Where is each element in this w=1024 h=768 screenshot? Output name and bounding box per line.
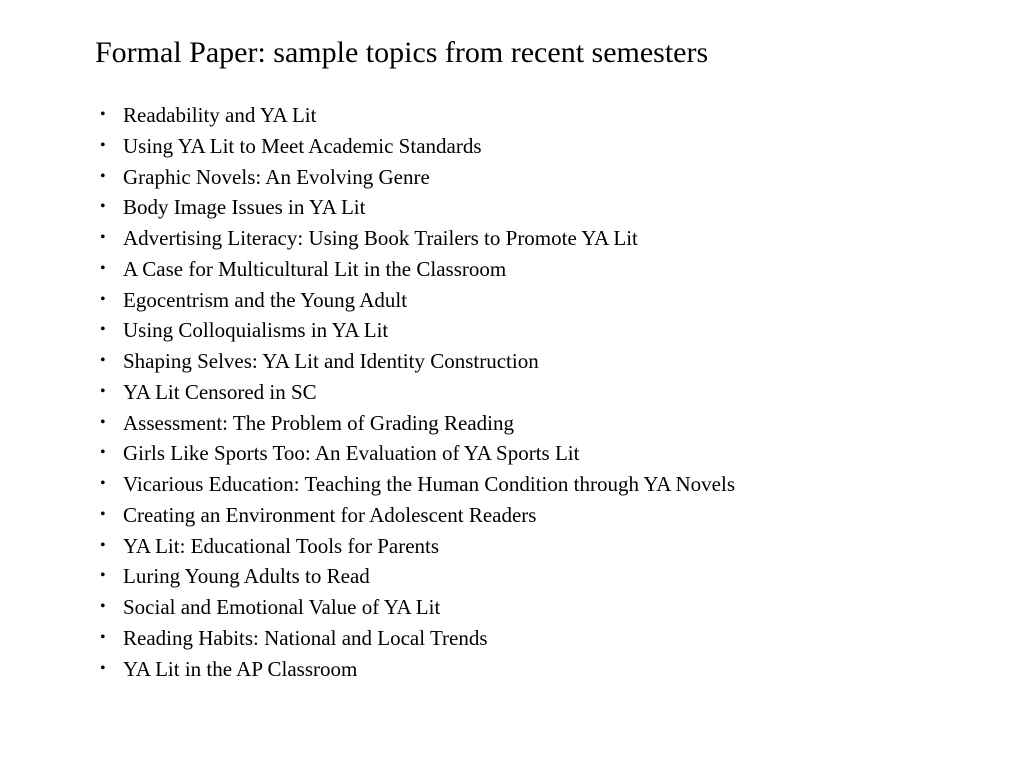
bullet-icon: • — [100, 382, 106, 400]
bullet-icon: • — [100, 413, 106, 431]
topic-text: YA Lit in the AP Classroom — [123, 656, 358, 681]
topic-text: Luring Young Adults to Read — [123, 564, 370, 589]
bullet-icon: • — [100, 229, 106, 246]
bullet-icon: • — [100, 352, 106, 369]
topic-text: Reading Habits: National and Local Trends — [123, 625, 488, 650]
slide-title: Formal Paper: sample topics from recent semesters — [95, 36, 709, 69]
topic-text: Assessment: The Problem of Grading Reading — [123, 410, 514, 435]
topic-text: Using YA Lit to Meet Academic Standards — [123, 133, 482, 158]
topic-text: Shaping Selves: YA Lit and Identity Construction — [123, 349, 539, 373]
topic-text: Body Image Issues in YA Lit — [123, 195, 366, 220]
topic-text: Social and Emotional Value of YA Lit — [123, 595, 441, 619]
topic-text: A Case for Multicultural Lit in the Classroom — [123, 256, 507, 281]
bullet-icon: • — [100, 536, 106, 554]
bullet-icon: • — [100, 598, 106, 615]
bullet-icon: • — [100, 659, 106, 677]
topic-text: Girls Like Sports Too: An Evaluation of YA Sports Lit — [123, 441, 580, 466]
bullet-icon: • — [100, 259, 106, 277]
bullet-icon: • — [100, 290, 106, 308]
bullet-icon: • — [100, 505, 106, 523]
topic-text: Graphic Novels: An Evolving Genre — [123, 164, 430, 189]
bullet-icon: • — [100, 106, 106, 123]
bullet-icon: • — [100, 321, 106, 339]
topic-text: Advertising Literacy: Using Book Trailers to Promote YA Lit — [123, 226, 638, 250]
bullet-icon: • — [100, 567, 106, 585]
bullet-icon: • — [100, 136, 106, 154]
topic-text: Using Colloquialisms in YA Lit — [123, 318, 389, 343]
topic-text: Creating an Environment for Adolescent Readers — [123, 502, 537, 527]
topic-text: Vicarious Education: Teaching the Human Condition through YA Novels — [123, 472, 736, 496]
bullet-icon: • — [100, 444, 106, 462]
bullet-icon: • — [100, 198, 106, 216]
bullet-icon: • — [100, 628, 106, 646]
topic-text: Readability and YA Lit — [123, 103, 317, 127]
bullet-icon: • — [100, 167, 106, 185]
topic-text: YA Lit: Educational Tools for Parents — [123, 533, 440, 558]
bullet-icon: • — [100, 475, 106, 492]
topic-text: YA Lit Censored in SC — [123, 379, 317, 404]
topic-text: Egocentrism and the Young Adult — [123, 287, 408, 312]
